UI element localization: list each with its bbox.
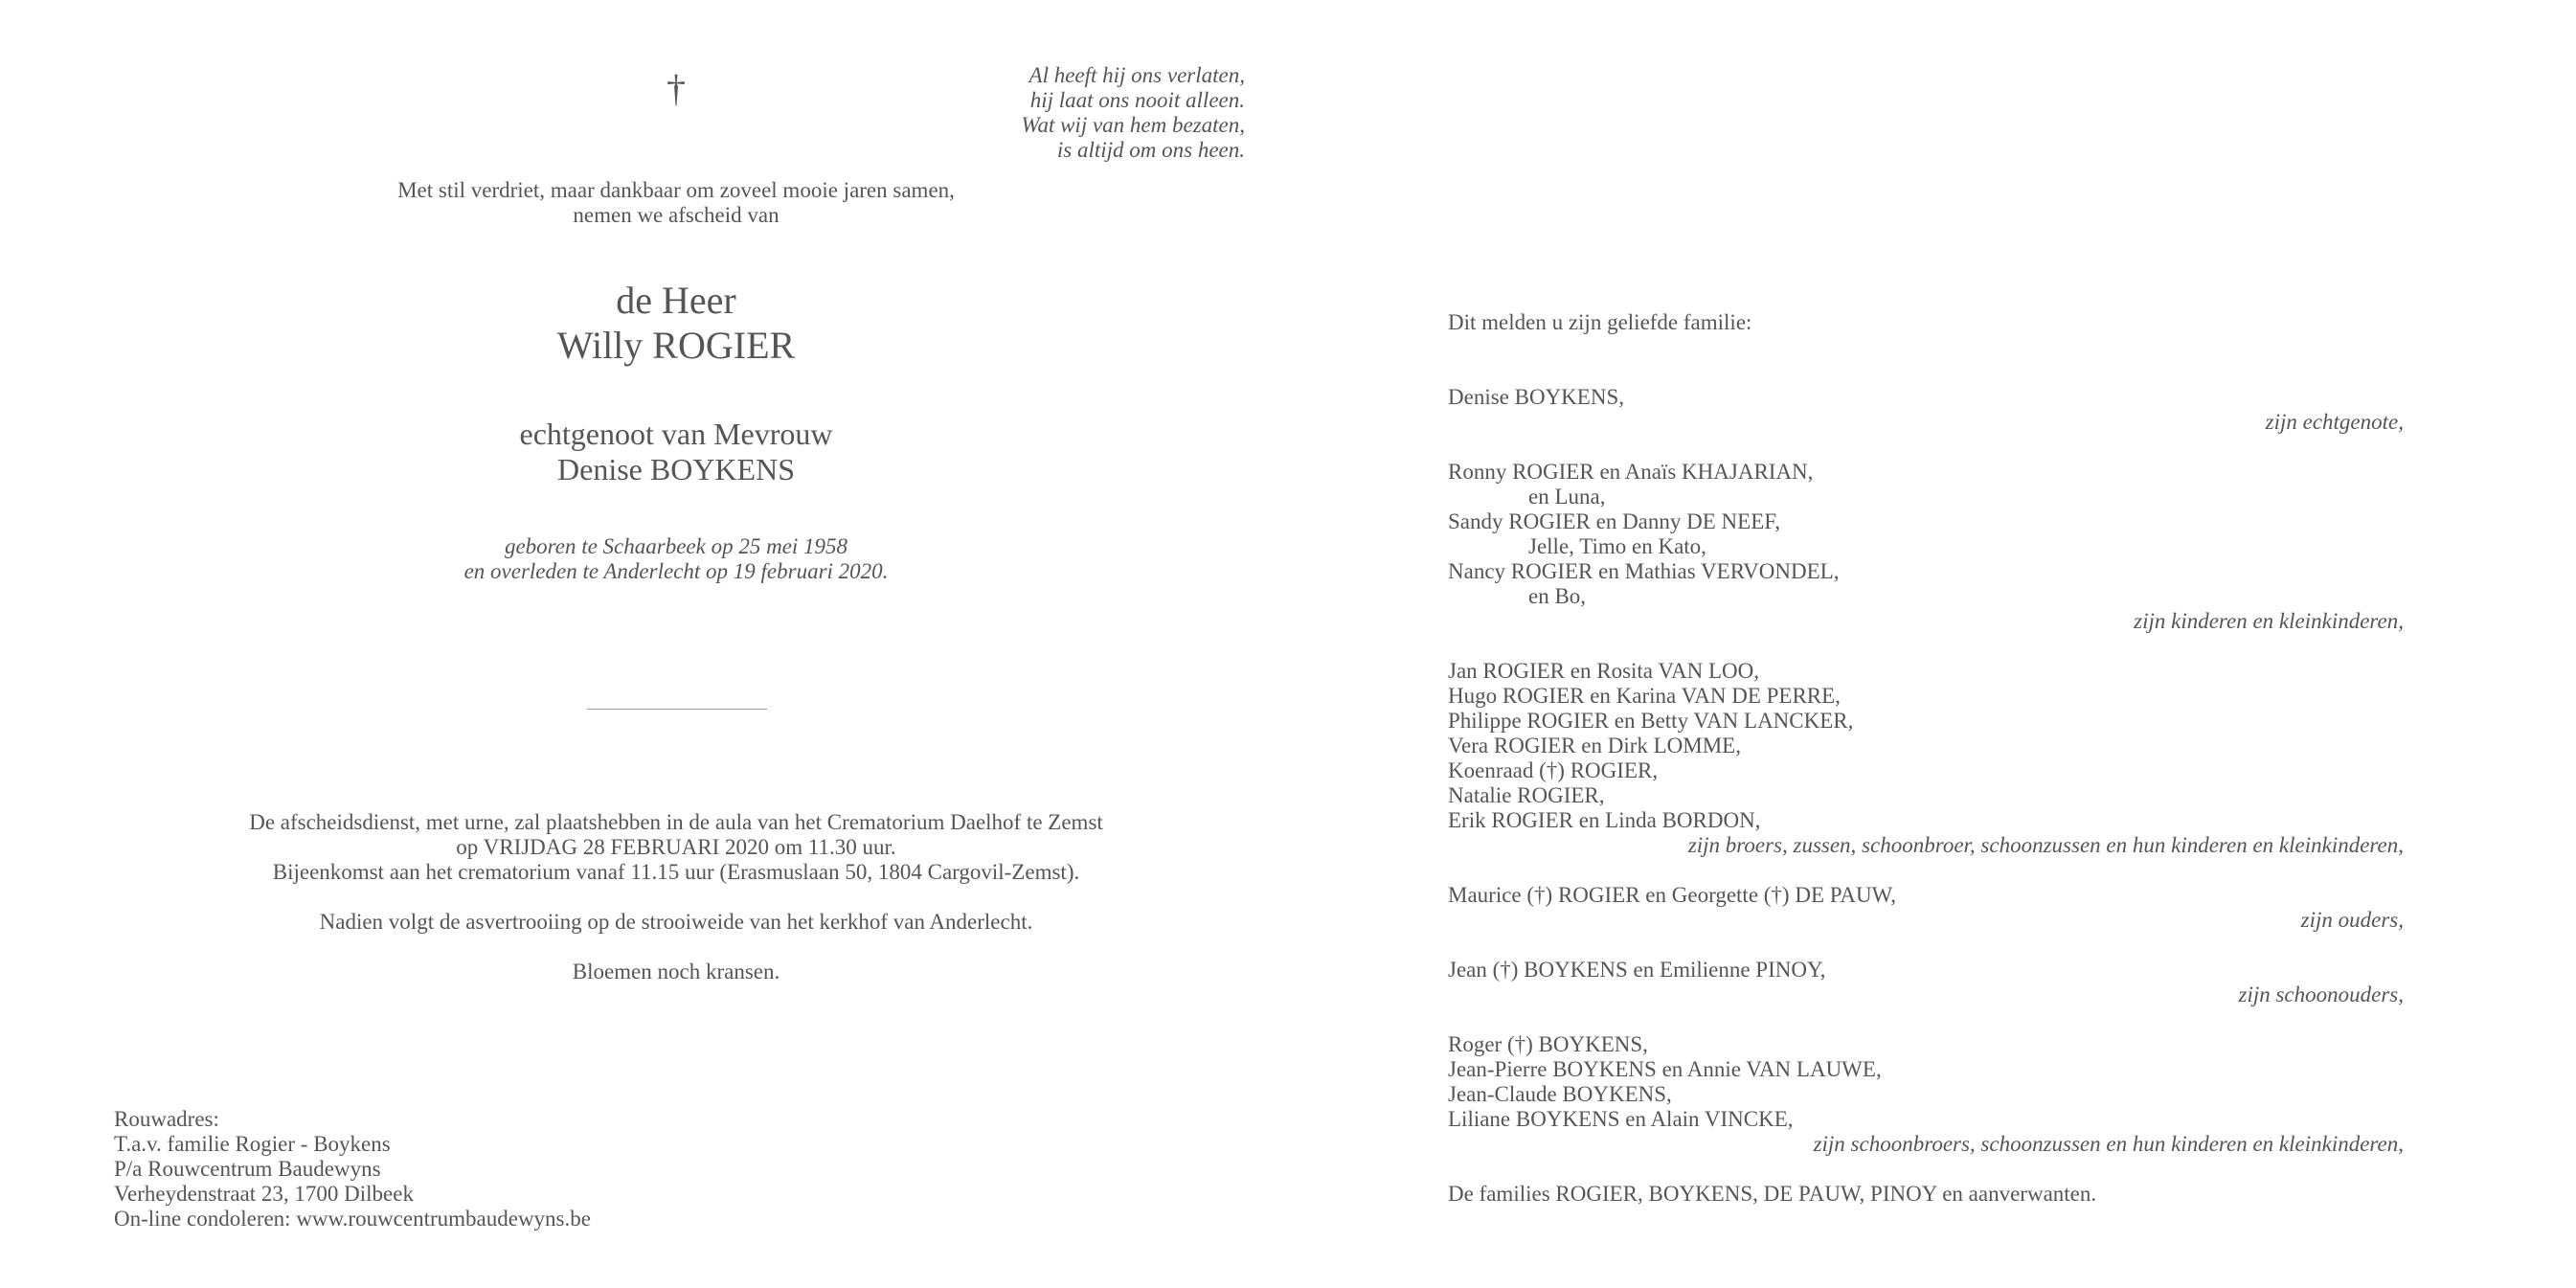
spouse-block [519, 417, 832, 487]
service-line: Bijeenkomst aan het crematorium vanaf 11.15 uur (Erasmuslaan 50, 1804 Cargovil-Zemst). [272, 860, 1080, 884]
relation-label: zijn kinderen en kleinkinderen, [2134, 609, 2404, 633]
family-member: Erik ROGIER en Linda BORDON, [1448, 808, 1761, 832]
family-member: Hugo ROGIER en Karina VAN DE PERRE, [1448, 684, 1841, 708]
family-member: Philippe ROGIER en Betty VAN LANCKER, [1448, 709, 1854, 733]
relation-label: zijn schoonbroers, schoonzussen en hun kinderen en kleinkinderen, [1813, 1132, 2404, 1156]
relation-label: zijn broers, zussen, schoonbroer, schoonzussen en hun kinderen en kleinkinderen, [1687, 833, 2404, 857]
ash-scattering-line: Nadien volgt de asvertrooiing op de strooiweide van het kerkhof van Anderlecht. [319, 910, 1033, 934]
intro-text [397, 178, 955, 228]
address-line: Verheydenstraat 23, 1700 Dilbeek [114, 1182, 414, 1206]
memorial-poem [1021, 63, 1245, 163]
spouse-name: Denise BOYKENS [557, 452, 795, 486]
cross-symbol: † [667, 67, 686, 110]
family-member: Jean (†) BOYKENS en Emilienne PINOY, [1448, 958, 1826, 982]
family-member: Vera ROGIER en Dirk LOMME, [1448, 734, 1741, 757]
service-line: op VRIJDAG 28 FEBRUARI 2020 om 11.30 uur. [456, 835, 896, 859]
family-member: Jelle, Timo en Kato, [1528, 534, 1706, 558]
service-info [249, 810, 1103, 984]
family-member: Sandy ROGIER en Danny DE NEEF, [1448, 509, 1780, 533]
spouse-relation: echtgenoot van Mevrouw [519, 417, 833, 451]
poem-line: hij laat ons nooit alleen. [1029, 88, 1245, 112]
birth-death-info [464, 534, 889, 584]
family-member: en Bo, [1528, 584, 1587, 608]
condolence-line: On-line condoleren: www.rouwcentrumbaudewyns.be [114, 1207, 591, 1231]
intro-line: Met stil verdriet, maar dankbaar om zoveel mooie jaren samen, [397, 178, 955, 202]
death-line: en overleden te Anderlecht op 19 februari 2020. [463, 559, 889, 583]
family-member: Roger (†) BOYKENS, [1448, 1032, 1648, 1056]
divider-line [587, 709, 767, 710]
closing-families: De families ROGIER, BOYKENS, DE PAUW, PINOY en aanverwanten. [1448, 1182, 2097, 1206]
poem-line: is altijd om ons heen. [1056, 138, 1245, 162]
family-member: Jean-Claude BOYKENS, [1448, 1082, 1672, 1106]
poem-line: Wat wij van hem bezaten, [1021, 113, 1245, 137]
birth-line: geboren te Schaarbeek op 25 mei 1958 [504, 534, 848, 558]
flowers-note: Bloemen noch kransen. [572, 960, 780, 983]
family-member: Maurice (†) ROGIER en Georgette (†) DE PAUW, [1448, 883, 1896, 907]
family-member: Jean-Pierre BOYKENS en Annie VAN LAUWE, [1448, 1057, 1882, 1081]
family-heading: Dit melden u zijn geliefde familie: [1448, 310, 1752, 334]
family-member: Nancy ROGIER en Mathias VERVONDEL, [1448, 559, 1840, 583]
family-member: Ronny ROGIER en Anaïs KHAJARIAN, [1448, 460, 1814, 484]
address-line: T.a.v. familie Rogier - Boykens [114, 1132, 391, 1156]
address-line: P/a Rouwcentrum Baudewyns [114, 1157, 381, 1181]
relation-label: zijn ouders, [2300, 908, 2404, 932]
family-announcement [1448, 310, 2404, 1207]
deceased-name [557, 278, 795, 368]
service-line: De afscheidsdienst, met urne, zal plaatshebben in de aula van het Crematorium Daelhof te Zemst [249, 810, 1103, 834]
family-member: Liliane BOYKENS en Alain VINCKE, [1448, 1107, 1794, 1131]
intro-line: nemen we afscheid van [573, 203, 780, 227]
mourning-address [114, 1107, 591, 1232]
family-member: Koenraad (†) ROGIER, [1448, 758, 1659, 782]
address-line: Rouwadres: [114, 1107, 219, 1131]
deceased-title: de Heer [616, 279, 736, 322]
relation-label: zijn schoonouders, [2238, 983, 2404, 1006]
relation-label: zijn echtgenote, [2265, 410, 2404, 434]
deceased-fullname: Willy ROGIER [556, 324, 796, 367]
family-member: Denise BOYKENS, [1448, 385, 1624, 409]
family-member: Natalie ROGIER, [1448, 783, 1605, 807]
family-member: Jan ROGIER en Rosita VAN LOO, [1448, 659, 1759, 683]
family-member: en Luna, [1528, 485, 1606, 508]
poem-line: Al heeft hij ons verlaten, [1028, 63, 1245, 87]
